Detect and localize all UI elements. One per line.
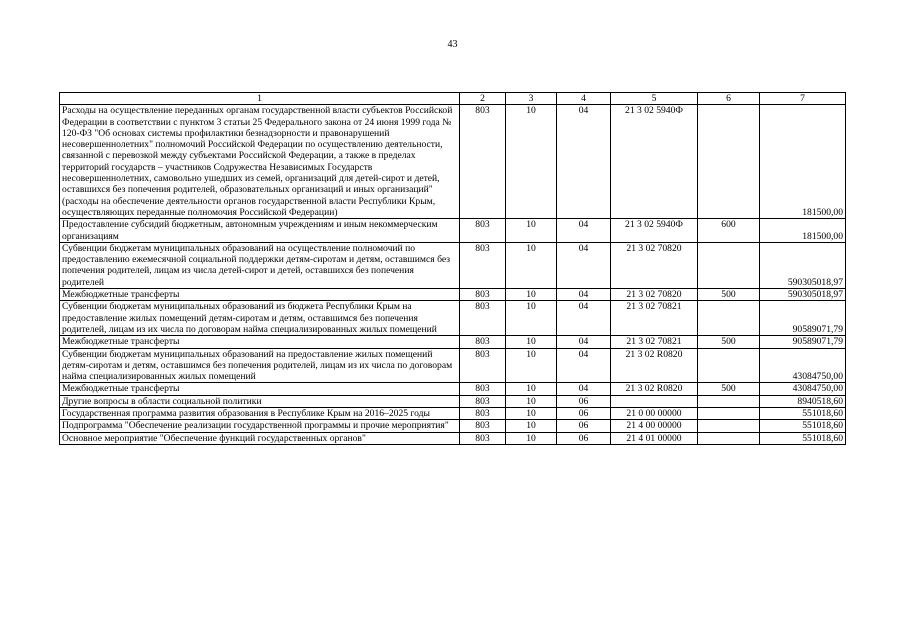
row-subsection: 04 [557, 289, 611, 301]
row-ministry-code: 803 [460, 383, 506, 395]
row-section: 10 [506, 336, 557, 348]
row-ministry-code: 803 [460, 432, 506, 444]
row-section: 10 [506, 219, 557, 243]
row-amount: 43084750,00 [760, 383, 846, 395]
row-subsection: 06 [557, 420, 611, 432]
row-expense-type: 500 [698, 289, 760, 301]
row-target-article: 21 3 02 70820 [611, 289, 698, 301]
row-section: 10 [506, 289, 557, 301]
row-ministry-code: 803 [460, 219, 506, 243]
row-amount: 90589071,79 [760, 336, 846, 348]
row-amount: 8940518,60 [760, 395, 846, 407]
row-amount: 181500,00 [760, 105, 846, 219]
header-cell-2: 2 [460, 93, 506, 105]
page-number: 43 [447, 39, 458, 50]
row-target-article [611, 395, 698, 407]
row-name: Подпрограмма "Обеспечение реализации государственной программы и прочие мероприятия" [60, 420, 460, 432]
header-cell-3: 3 [506, 93, 557, 105]
row-name: Другие вопросы в области социальной политики [60, 395, 460, 407]
table-row [60, 105, 846, 219]
row-section: 10 [506, 348, 557, 383]
row-expense-type [698, 348, 760, 383]
row-section: 10 [506, 301, 557, 336]
header-cell-5: 5 [611, 93, 698, 105]
table-row [60, 301, 846, 336]
row-section: 10 [506, 420, 557, 432]
header-cell-1: 1 [60, 93, 460, 105]
row-subsection: 06 [557, 408, 611, 420]
row-subsection: 04 [557, 301, 611, 336]
row-amount: 551018,60 [760, 420, 846, 432]
table-row [60, 289, 846, 301]
row-expense-type [698, 395, 760, 407]
row-section: 10 [506, 432, 557, 444]
row-name: Основное мероприятие "Обеспечение функций государственных органов" [60, 432, 460, 444]
table-row [60, 348, 846, 383]
row-expense-type [698, 301, 760, 336]
row-subsection: 04 [557, 336, 611, 348]
header-row [60, 93, 846, 105]
row-section: 10 [506, 408, 557, 420]
row-name: Предоставление субсидий бюджетным, автономным учреждениям и иным некоммерческим организациям [60, 219, 460, 243]
row-ministry-code: 803 [460, 105, 506, 219]
row-name: Межбюджетные трансферты [60, 336, 460, 348]
row-subsection: 04 [557, 219, 611, 243]
row-expense-type [698, 408, 760, 420]
row-name: Расходы на осуществление переданных органам государственной власти субъектов Российской Федерации в соответствии с пунктом 3 статьи 25 Федерального закона от 24 июня 1999 года № 120-ФЗ "Об основах системы профилактики безнадзорности и правонарушений несовершеннолетних" полномочий Российской Федерации по осуществлению деятельности, связанной с перевозкой между субъектами Российской Федерации, а также в пределах территорий государств – участников Содружества Независимых Государств несовершеннолетних, самовольно ушедших из семей, организаций для детей-сирот и детей, оставшихся без попечения родителей, образовательных организаций и иных организаций" (расходы на обеспечение деятельности органов государственной власти Республики Крым, осуществляющих переданные полномочия Российской Федерации) [60, 105, 460, 219]
row-ministry-code: 803 [460, 420, 506, 432]
row-expense-type [698, 420, 760, 432]
header-cell-6: 6 [698, 93, 760, 105]
row-target-article: 21 4 01 00000 [611, 432, 698, 444]
row-name: Субвенции бюджетам муниципальных образований на предоставление жилых помещений детям-сиротам и детям, оставшимся без попечения родителей, лицам из их числа по договорам найма специализированных жилых помещений [60, 348, 460, 383]
header-cell-4: 4 [557, 93, 611, 105]
row-subsection: 06 [557, 395, 611, 407]
row-ministry-code: 803 [460, 242, 506, 288]
row-section: 10 [506, 105, 557, 219]
row-name: Государственная программа развития образования в Республике Крым на 2016–2025 годы [60, 408, 460, 420]
row-expense-type [698, 432, 760, 444]
row-name: Межбюджетные трансферты [60, 289, 460, 301]
row-ministry-code: 803 [460, 408, 506, 420]
row-subsection: 04 [557, 348, 611, 383]
table-row [60, 242, 846, 288]
row-target-article: 21 3 02 70821 [611, 336, 698, 348]
row-amount: 551018,60 [760, 408, 846, 420]
row-subsection: 04 [557, 105, 611, 219]
row-target-article: 21 3 02 70820 [611, 242, 698, 288]
table-row [60, 420, 846, 432]
row-amount: 551018,60 [760, 432, 846, 444]
row-ministry-code: 803 [460, 336, 506, 348]
row-expense-type [698, 105, 760, 219]
row-expense-type: 600 [698, 219, 760, 243]
row-ministry-code: 803 [460, 289, 506, 301]
row-target-article: 21 3 02 5940Ф [611, 105, 698, 219]
row-amount: 590305018,97 [760, 242, 846, 288]
row-target-article: 21 4 00 00000 [611, 420, 698, 432]
row-name: Субвенции бюджетам муниципальных образований из бюджета Республики Крым на предоставление жилых помещений детям-сиротам и детям, оставшимся без попечения родителей, лицам из их числа по договорам найма специализированных жилых помещений [60, 301, 460, 336]
row-target-article: 21 3 02 R0820 [611, 383, 698, 395]
row-ministry-code: 803 [460, 348, 506, 383]
row-name: Субвенции бюджетам муниципальных образований на осуществление полномочий по предоставлению ежемесячной социальной поддержки детям-сиротам и детям, оставшимся без попечения родителей, лицам из числа детей-сирот и детей, оставшихся без попечения родителей [60, 242, 460, 288]
row-amount: 181500,00 [760, 219, 846, 243]
row-section: 10 [506, 395, 557, 407]
row-section: 10 [506, 242, 557, 288]
budget-table [59, 92, 846, 445]
row-target-article: 21 3 02 5940Ф [611, 219, 698, 243]
row-amount: 43084750,00 [760, 348, 846, 383]
table-row [60, 432, 846, 444]
row-target-article: 21 0 00 00000 [611, 408, 698, 420]
table-row [60, 219, 846, 243]
row-expense-type [698, 242, 760, 288]
row-subsection: 06 [557, 432, 611, 444]
row-subsection: 04 [557, 242, 611, 288]
row-ministry-code: 803 [460, 301, 506, 336]
row-target-article: 21 3 02 70821 [611, 301, 698, 336]
table-row [60, 395, 846, 407]
header-cell-7: 7 [760, 93, 846, 105]
row-target-article: 21 3 02 R0820 [611, 348, 698, 383]
row-expense-type: 500 [698, 383, 760, 395]
row-expense-type: 500 [698, 336, 760, 348]
row-ministry-code: 803 [460, 395, 506, 407]
row-name: Межбюджетные трансферты [60, 383, 460, 395]
table-row [60, 383, 846, 395]
row-subsection: 04 [557, 383, 611, 395]
row-section: 10 [506, 383, 557, 395]
row-amount: 90589071,79 [760, 301, 846, 336]
table-row [60, 408, 846, 420]
table-row [60, 336, 846, 348]
row-amount: 590305018,97 [760, 289, 846, 301]
